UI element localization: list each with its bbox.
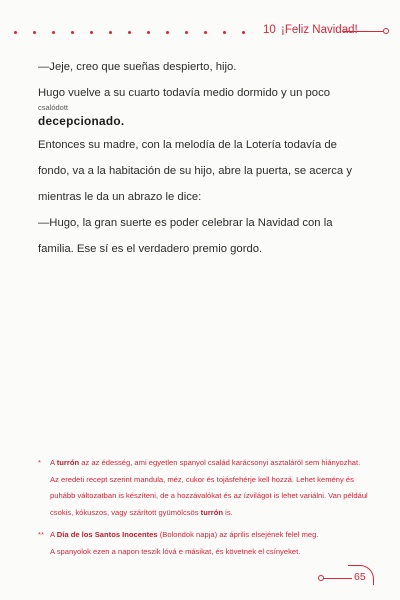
footnote bbox=[38, 455, 368, 521]
footnote-prefix: A bbox=[50, 530, 57, 539]
header-dot bbox=[166, 31, 169, 34]
footnote-prefix: A bbox=[50, 458, 57, 467]
footnote-line bbox=[50, 505, 368, 522]
header-dot bbox=[52, 31, 55, 34]
paragraph-line: Entonces su madre, con la melodía de la Lotería todavía de bbox=[38, 139, 337, 151]
page-number: 65 bbox=[354, 571, 366, 583]
footnote-keyword: turrón bbox=[200, 507, 224, 517]
hungarian-gloss: csalódott bbox=[38, 103, 69, 112]
header-dot bbox=[71, 31, 74, 34]
footnote bbox=[38, 527, 368, 560]
footnote-text: is. bbox=[223, 507, 233, 517]
header-rule bbox=[343, 31, 383, 32]
header-dot bbox=[185, 31, 188, 34]
paragraph-line: —Hugo, la gran suerte es poder celebrar la Navidad con la bbox=[38, 217, 333, 229]
footnote-mark: ** bbox=[38, 530, 44, 539]
header-dot bbox=[90, 31, 93, 34]
header-dot bbox=[128, 31, 131, 34]
running-header bbox=[0, 22, 400, 46]
footnote-text: (Bolondok napja) az április elsejének felel meg. bbox=[157, 530, 319, 539]
footnote-keyword: turrón bbox=[56, 458, 80, 467]
glossed-word bbox=[38, 103, 368, 132]
paragraph-line: fondo, va a la habitación de su hijo, abre la puerta, se acerca y bbox=[38, 165, 353, 177]
chapter-title: ¡Feliz Navidad! bbox=[281, 24, 358, 36]
paragraph: Hugo vuelve a su cuarto todavía medio dormido y un poco bbox=[38, 87, 331, 99]
header-dot-row bbox=[14, 31, 261, 34]
footnote-text: csokis, kókuszos, vagy szárított gyümölcsös bbox=[50, 507, 201, 517]
footnote-text: az az édesség, ami egyetlen spanyol család karácsonyi asztaláról sem hiányozhat. bbox=[79, 458, 361, 467]
chapter-number: 10 bbox=[263, 24, 276, 36]
footnote-keyword: Día de los Santos Inocentes bbox=[56, 530, 158, 539]
footnote-line bbox=[50, 527, 368, 544]
paragraph-line: mientras le da un abrazo le dice: bbox=[38, 191, 202, 203]
header-dot bbox=[147, 31, 150, 34]
header-dot bbox=[223, 31, 226, 34]
paragraph-line: familia. Ese sí es el verdadero premio gordo. bbox=[38, 243, 263, 255]
footnote-line bbox=[50, 455, 368, 472]
footnote-line: puhább változatban is készíteni, de a hozzávalókat és az ízvilágot is lehet variálni. Van például bbox=[50, 491, 368, 500]
header-dot bbox=[204, 31, 207, 34]
paragraph: —Jeje, creo que sueñas despierto, hijo. bbox=[38, 61, 237, 73]
header-dot bbox=[242, 31, 245, 34]
footnote-line: Az eredeti recept szerint mandula, méz, cukor és tojásfehérje kell hozzá. Lehet kemény és bbox=[50, 474, 354, 484]
header-ring-ornament bbox=[383, 28, 389, 34]
footnotes bbox=[38, 455, 368, 566]
footnote-line: A spanyolok ezen a napon teszik lóvá e másikat, és követnek el csínyeket. bbox=[50, 546, 301, 556]
story-text bbox=[38, 54, 368, 262]
footer-ring-ornament bbox=[318, 575, 324, 581]
footnote-mark: * bbox=[38, 458, 41, 467]
header-dot bbox=[33, 31, 36, 34]
vocabulary-word: decepcionado. bbox=[38, 114, 125, 128]
header-dot bbox=[14, 31, 17, 34]
header-dot bbox=[109, 31, 112, 34]
